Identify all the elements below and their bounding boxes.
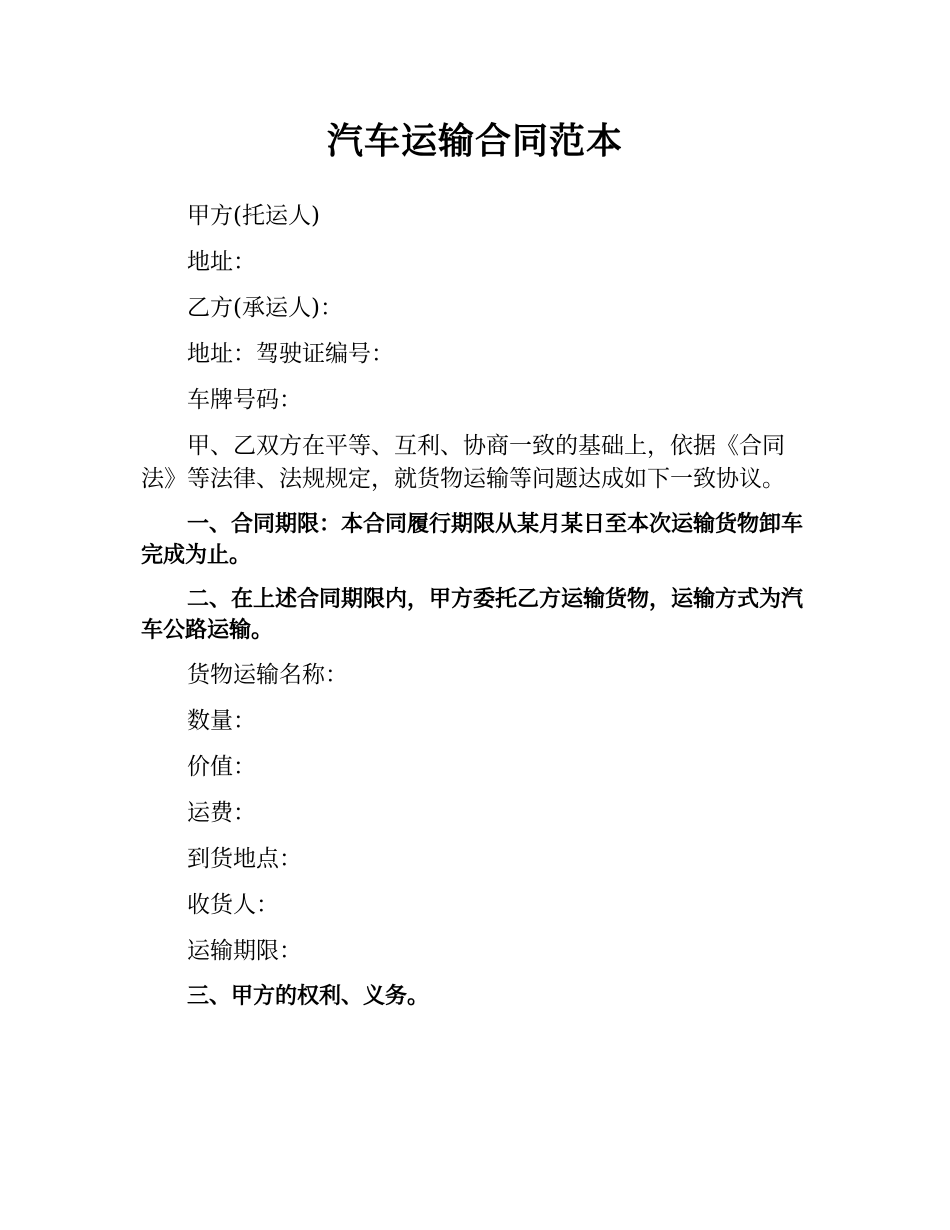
party-a-heading: 甲方(托运人): [187, 203, 320, 229]
clause-1-term: 一、合同期限：本合同履行期限从某月某日至本次运输货物卸车完成为止。: [141, 512, 804, 568]
document-body: [141, 200, 813, 1025]
party-a-address: 地址：: [187, 249, 256, 275]
consignee: 收货人：: [187, 892, 279, 918]
plate-number: 车牌号码：: [187, 387, 302, 413]
party-b-heading: 乙方(承运人)：: [187, 295, 343, 321]
preamble-paragraph: 甲、乙双方在平等、互利、协商一致的基础上，依据《合同法》等法律、法规规定，就货物运输等问题达成如下一致协议。: [141, 433, 785, 492]
party-b-address-license: 地址：驾驶证编号：: [187, 341, 394, 367]
goods-quantity: 数量：: [187, 708, 256, 734]
clause-2-transport: 二、在上述合同期限内，甲方委托乙方运输货物，运输方式为汽车公路运输。: [141, 587, 804, 643]
freight-fee: 运费：: [187, 800, 256, 826]
goods-value: 价值：: [187, 754, 256, 780]
goods-name: 货物运输名称：: [187, 662, 348, 688]
document-title: 汽车运输合同范本: [326, 121, 623, 162]
transport-period: 运输期限：: [187, 938, 302, 964]
clause-3-party-a-rights: 三、甲方的权利、义务。: [187, 984, 430, 1009]
delivery-location: 到货地点：: [187, 846, 302, 872]
